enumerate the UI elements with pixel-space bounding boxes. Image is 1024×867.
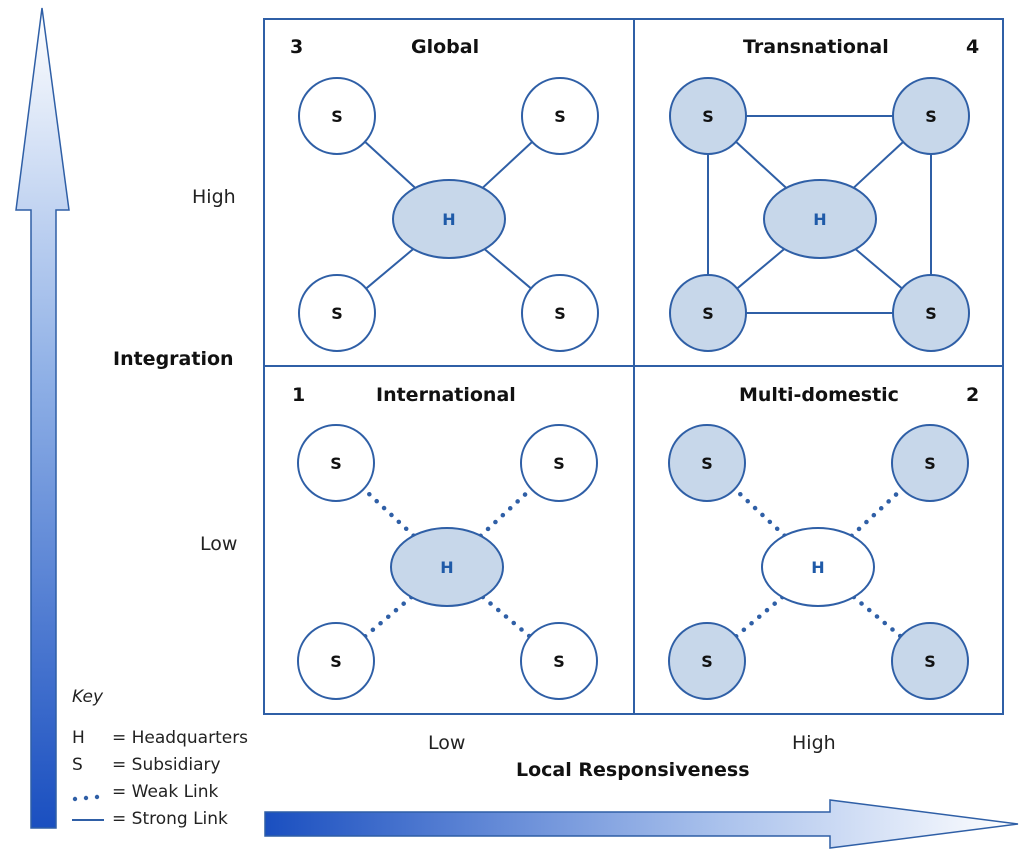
transnational-headquarters-node <box>764 180 876 258</box>
subsidiary-label: S <box>925 304 937 323</box>
transnational-number: 4 <box>966 36 980 58</box>
international-subsidiary-node <box>298 623 374 699</box>
international-title: International <box>376 384 516 406</box>
global-number: 3 <box>290 36 304 58</box>
key-weak-link-sample <box>73 795 99 801</box>
key-title: Key <box>72 687 104 707</box>
multidomestic-headquarters-node <box>762 528 874 606</box>
global-subsidiary-node <box>299 78 375 154</box>
subsidiary-label: S <box>924 454 936 473</box>
x-high-label: High <box>792 732 836 754</box>
international-number: 1 <box>292 384 306 406</box>
global-headquarters-node <box>393 180 505 258</box>
headquarters-label: H <box>813 210 827 229</box>
subsidiary-label: S <box>553 454 565 473</box>
x-axis-title: Local Responsiveness <box>516 759 750 781</box>
headquarters-label: H <box>442 210 456 229</box>
integration-arrow <box>16 8 69 828</box>
international-subsidiary-node <box>298 425 374 501</box>
key-text-weak-link: = Weak Link <box>112 782 219 802</box>
transnational-subsidiary-node <box>893 275 969 351</box>
subsidiary-label: S <box>702 304 714 323</box>
responsiveness-arrow <box>265 800 1018 848</box>
headquarters-label: H <box>440 558 454 577</box>
international-subsidiary-node <box>521 425 597 501</box>
subsidiary-label: S <box>331 107 343 126</box>
global-subsidiary-node <box>522 78 598 154</box>
key-text-subsidiary: = Subsidiary <box>112 755 221 775</box>
subsidiary-label: S <box>702 107 714 126</box>
international-headquarters-node <box>391 528 503 606</box>
multidomestic-subsidiary-node <box>669 623 745 699</box>
y-axis-title: Integration <box>113 348 234 370</box>
multidomestic-title: Multi-domestic <box>739 384 899 406</box>
subsidiary-label: S <box>554 107 566 126</box>
international-subsidiary-node <box>521 623 597 699</box>
subsidiary-label: S <box>701 454 713 473</box>
x-low-label: Low <box>428 732 466 754</box>
y-high-label: High <box>192 186 236 208</box>
transnational-subsidiary-node <box>893 78 969 154</box>
subsidiary-label: S <box>701 652 713 671</box>
multidomestic-number: 2 <box>966 384 980 406</box>
subsidiary-label: S <box>330 454 342 473</box>
transnational-title: Transnational <box>743 36 889 58</box>
subsidiary-label: S <box>330 652 342 671</box>
subsidiary-label: S <box>924 652 936 671</box>
y-low-label: Low <box>200 533 238 555</box>
subsidiary-label: S <box>925 107 937 126</box>
global-title: Global <box>411 36 480 58</box>
multidomestic-subsidiary-node <box>892 425 968 501</box>
headquarters-label: H <box>811 558 825 577</box>
global-subsidiary-node <box>522 275 598 351</box>
subsidiary-label: S <box>554 304 566 323</box>
subsidiary-label: S <box>331 304 343 323</box>
multidomestic-subsidiary-node <box>669 425 745 501</box>
global-subsidiary-node <box>299 275 375 351</box>
key-symbol-s: S <box>72 755 83 775</box>
transnational-subsidiary-node <box>670 275 746 351</box>
key-text-headquarters: = Headquarters <box>112 728 249 748</box>
key-text-strong-link: = Strong Link <box>112 809 228 829</box>
key-symbol-h: H <box>72 728 85 748</box>
transnational-subsidiary-node <box>670 78 746 154</box>
subsidiary-label: S <box>553 652 565 671</box>
multidomestic-subsidiary-node <box>892 623 968 699</box>
